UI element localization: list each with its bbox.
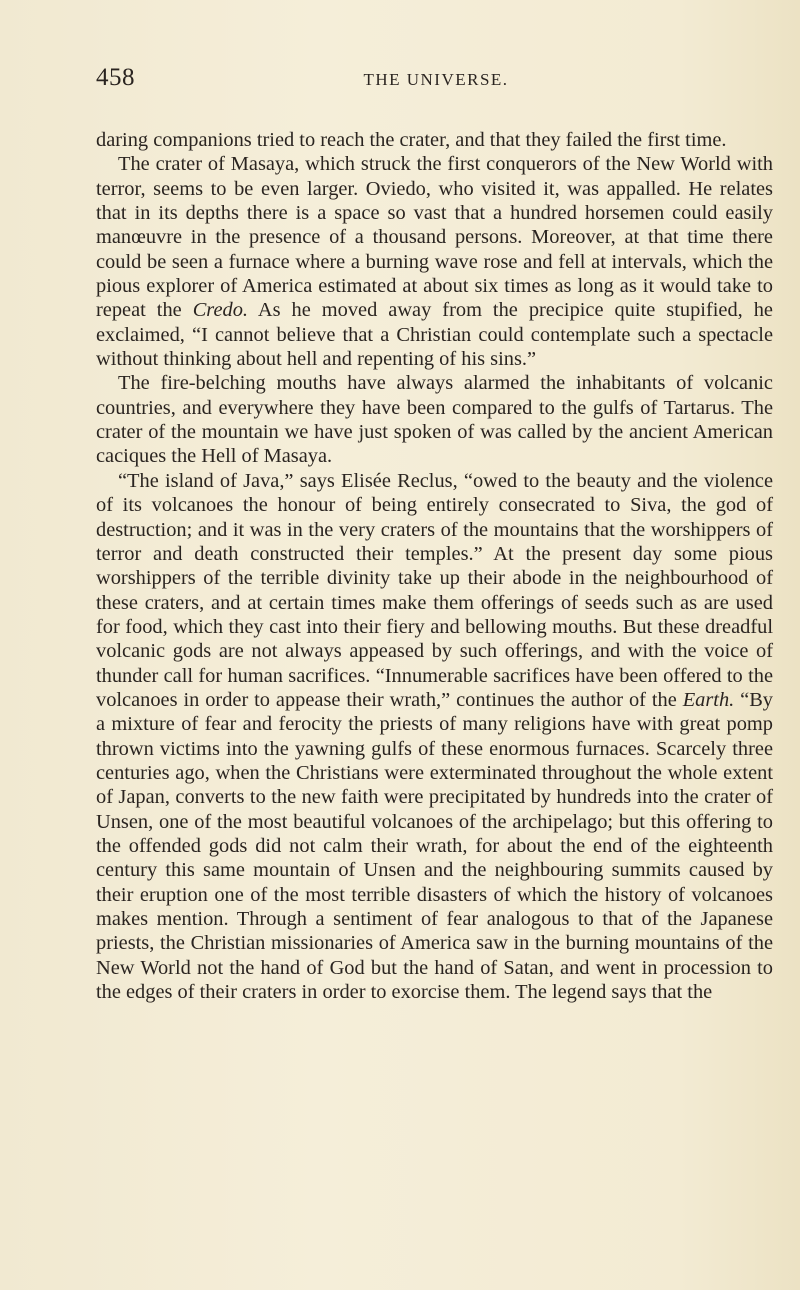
text-run: The crater of Masaya, which struck the first conquerors of the New World with terror, seems to be even larger. Oviedo, who visited it, was appalled. He relates that in its depths there is a space so vast that a hundred horsemen could easily manœuvre in the presence of a thousand persons. Moreover, at that time there could be seen a furnace where a burning wave rose and fell at intervals, which the pious explorer of America estimated at about six times as long as it would take to repeat the bbox=[96, 153, 773, 322]
text-run: As he moved away from the precipice quite stupified, he exclaimed, “I cannot believe that a Christian could contemplate such a spectacle without thinking about hell and repenting of his sins.” bbox=[96, 299, 773, 371]
body-text bbox=[96, 128, 773, 1004]
paragraph bbox=[96, 371, 773, 468]
text-run: The fire-belching mouths have always alarmed the inhabitants of volcanic countries, and everywhere they have been compared to the gulfs of Tartarus. The crater of the mountain we have just spoken of was called by the ancient American caciques the Hell of Masaya. bbox=[96, 372, 773, 468]
text-run: daring companions tried to reach the crater, and that they failed the first time. bbox=[96, 129, 727, 151]
text-run: “The island of Java,” says Elisée Reclus, “owed to the beauty and the violence of its volcanoes the honour of being entirely consecrated to Siva, the god of destruction; and it was in the very craters of the mountains that the worshippers of terror and death constructed their temples.” At the present day some pious worshippers of the terrible divinity take up their abode in the neighbourhood of these craters, and at certain times make them offerings of seeds such as are used for food, which they cast into their fiery and bellowing mouths. But these dreadful volcanic gods are not always appeased by such offerings, and with the voice of thunder call for human sacrifices. “Innumerable sacrifices have been offered to the volcanoes in order to appease their wrath,” continues the author of the bbox=[96, 469, 773, 711]
text-run: “By a mixture of fear and ferocity the priests of many religions have with great pomp thrown victims into the yawning gulfs of these enormous furnaces. Scarcely three centuries ago, when the Christians were exterminated throughout the whole extent of Japan, converts to the new faith were precipitated by hundreds into the crater of Unsen, one of the most beautiful volcanoes of the archipelago; but this offering to the offended gods did not calm their wrath, for about the end of the eighteenth century this same mountain of Unsen and the neighbouring summits caused by their eruption one of the most terrible disasters of which the history of volcanoes makes mention. Through a sentiment of fear analogous to that of the Japanese priests, the Christian missionaries of America saw in the burning mountains of the New World not the hand of God but the hand of Satan, and went in procession to the edges of their craters in order to exorcise them. The legend says that the bbox=[96, 688, 773, 1004]
running-head: THE UNIVERSE. bbox=[363, 70, 509, 89]
page-header bbox=[96, 64, 776, 100]
paragraph bbox=[96, 128, 773, 152]
paragraph bbox=[96, 152, 773, 371]
page-number: 458 bbox=[96, 64, 135, 91]
paragraph bbox=[96, 469, 773, 1005]
italic-title: Credo. bbox=[192, 299, 249, 322]
italic-title: Earth. bbox=[682, 688, 735, 711]
